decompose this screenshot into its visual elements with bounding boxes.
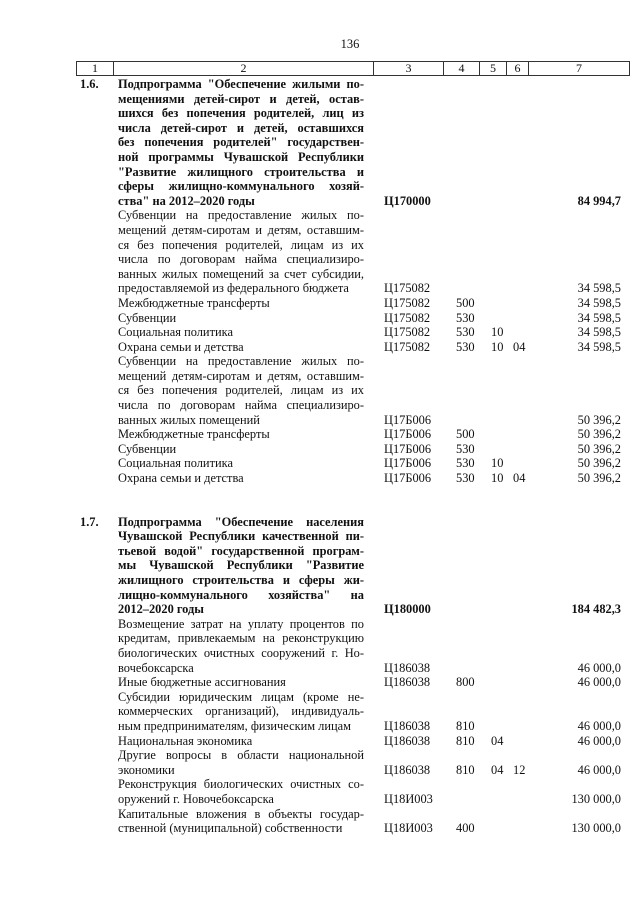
item-description — [118, 515, 364, 617]
description-line: числа по договорам найма специализиро- — [118, 398, 364, 413]
description-line: оружений г. Новочебоксарска — [118, 791, 274, 806]
target-article-code: Ц17Б006 — [384, 471, 432, 486]
item-description — [118, 734, 364, 749]
table-row — [76, 442, 627, 457]
table-row — [76, 734, 627, 749]
amount: 46 000,0 — [577, 660, 621, 675]
amount: 50 396,2 — [577, 412, 621, 427]
description-line: вочебоксарска — [118, 660, 194, 675]
item-description — [118, 208, 364, 296]
description-line: Охрана семьи и детства — [118, 471, 244, 486]
amount: 46 000,0 — [577, 762, 621, 777]
section-code: 10 — [491, 456, 504, 471]
description-line: Подпрограмма "Обеспечение жилыми по- — [118, 77, 364, 91]
item-description — [118, 617, 364, 675]
expense-type-code: 500 — [456, 295, 475, 310]
expense-type-code: 530 — [456, 325, 475, 340]
description-line: ным предпринимателям, физическим лицам — [118, 718, 351, 733]
expense-type-code: 800 — [456, 675, 475, 690]
description-line: жилищного строительства и сферы жи- — [118, 573, 364, 587]
target-article-code: Ц175082 — [384, 310, 431, 325]
target-article-code: Ц186038 — [384, 762, 431, 777]
target-article-code: Ц180000 — [384, 602, 431, 617]
amount: 34 598,5 — [577, 281, 621, 296]
amount: 184 482,3 — [571, 602, 621, 617]
amount: 50 396,2 — [577, 441, 621, 456]
expense-type-code: 530 — [456, 471, 475, 486]
amount: 34 598,5 — [577, 310, 621, 325]
table-row — [76, 471, 627, 486]
table-row — [76, 311, 627, 326]
amount: 46 000,0 — [577, 733, 621, 748]
description-line: Субвенции на предоставление жилых по- — [118, 208, 364, 223]
target-article-code: Ц186038 — [384, 733, 431, 748]
header-col-5: 5 — [480, 62, 507, 75]
description-line: Национальная экономика — [118, 733, 253, 748]
item-description — [118, 311, 364, 326]
description-line: Субвенции на предоставление жилых по- — [118, 354, 364, 369]
description-line: Капитальные вложения в объекты государ- — [118, 806, 364, 821]
item-description — [118, 296, 364, 311]
section-code: 10 — [491, 471, 504, 486]
table-row — [76, 354, 627, 427]
section-spacer — [76, 486, 627, 515]
target-article-code: Ц175082 — [384, 339, 431, 354]
target-article-code: Ц18И003 — [384, 821, 433, 836]
expense-type-code: 400 — [456, 821, 475, 836]
expense-type-code: 500 — [456, 427, 475, 442]
description-line: Межбюджетные трансферты — [118, 295, 270, 310]
amount: 34 598,5 — [577, 325, 621, 340]
table-row — [76, 777, 627, 806]
description-line: Субвенции — [118, 441, 177, 456]
description-line: Возмещение затрат на уплату процентов по — [118, 616, 364, 631]
table-row — [76, 617, 627, 675]
item-description — [118, 340, 364, 355]
description-line: ся без попечения родителей, лицам из их — [118, 237, 364, 252]
description-line: числа детей-сирот и детей, оставшихся — [118, 120, 364, 135]
amount: 84 994,7 — [577, 193, 621, 208]
expense-type-code: 810 — [456, 762, 475, 777]
description-line: ся без попечения родителей, лицам из их — [118, 383, 364, 398]
description-line: Реконструкция биологических очистных со- — [118, 777, 364, 792]
expense-type-code: 810 — [456, 718, 475, 733]
header-col-1: 1 — [77, 62, 114, 75]
item-description — [118, 777, 364, 806]
target-article-code: Ц17Б006 — [384, 441, 432, 456]
expense-type-code: 530 — [456, 441, 475, 456]
table-row — [76, 456, 627, 471]
target-article-code: Ц17Б006 — [384, 412, 432, 427]
amount: 130 000,0 — [571, 821, 621, 836]
description-line: Охрана семьи и детства — [118, 339, 244, 354]
description-line: Субсидии юридическим лицам (кроме не- — [118, 689, 364, 704]
description-line: мы Чувашской Республики "Развитие — [118, 558, 364, 573]
table-row — [76, 340, 627, 355]
description-line: Социальная политика — [118, 456, 233, 471]
expense-type-code: 810 — [456, 733, 475, 748]
description-line: кредитам, привлекаемым на реконструкцию — [118, 631, 364, 646]
amount: 50 396,2 — [577, 471, 621, 486]
amount: 34 598,5 — [577, 339, 621, 354]
section-code: 04 — [491, 762, 504, 777]
description-line: ственной (муниципальной) собственности — [118, 821, 343, 836]
target-article-code: Ц186038 — [384, 660, 431, 675]
table-row — [76, 807, 627, 836]
target-article-code: Ц170000 — [384, 193, 431, 208]
item-description — [118, 325, 364, 340]
subsection-code: 04 — [513, 471, 526, 486]
description-line: Другие вопросы в области национальной — [118, 748, 364, 763]
amount: 46 000,0 — [577, 718, 621, 733]
expense-type-code: 530 — [456, 339, 475, 354]
amount: 50 396,2 — [577, 456, 621, 471]
section-code: 10 — [491, 339, 504, 354]
table-row — [76, 675, 627, 690]
expense-type-code: 530 — [456, 456, 475, 471]
table-row — [76, 427, 627, 442]
description-line: мещений детям-сиротам и детям, оставшим- — [118, 368, 364, 383]
item-description — [118, 77, 364, 208]
item-description — [118, 748, 364, 777]
description-line: Межбюджетные трансферты — [118, 427, 270, 442]
page-number: 136 — [340, 37, 360, 51]
item-description — [118, 427, 364, 442]
description-line: Подпрограмма "Обеспечение населения — [118, 514, 364, 529]
item-number: 1.6. — [80, 77, 99, 91]
header-col-7: 7 — [576, 61, 582, 75]
description-line: мещениями детей-сирот и детей, остав- — [118, 91, 364, 106]
table-row — [76, 690, 627, 734]
header-col-3: 3 — [374, 62, 444, 75]
header-col-6: 6 — [507, 62, 529, 75]
item-description — [118, 442, 364, 457]
amount: 50 396,2 — [577, 427, 621, 442]
subprogram-row — [76, 515, 627, 617]
description-line: "Развитие жилищного строительства и — [118, 164, 364, 179]
table-row — [76, 296, 627, 311]
amount: 34 598,5 — [577, 295, 621, 310]
budget-table-body — [76, 77, 627, 836]
description-line: шихся без попечения родителей, лиц из — [118, 106, 364, 121]
item-description — [118, 456, 364, 471]
amount: 130 000,0 — [571, 791, 621, 806]
description-line: ства" на 2012–2020 годы — [118, 193, 255, 208]
item-description — [118, 690, 364, 734]
description-line: Социальная политика — [118, 325, 233, 340]
description-line: мещений детям-сиротам и детям, оставшим- — [118, 222, 364, 237]
description-line: ной программы Чувашской Республики — [118, 149, 364, 164]
description-line: тьевой водой" государственной програм- — [118, 543, 364, 558]
description-line: без попечения родителей" государствен- — [118, 135, 364, 150]
item-description — [118, 354, 364, 427]
section-code: 04 — [491, 733, 504, 748]
expense-type-code: 530 — [456, 310, 475, 325]
table-header — [76, 61, 630, 76]
description-line: числа по договорам найма специализиро- — [118, 252, 364, 267]
description-line: Субвенции — [118, 310, 177, 325]
target-article-code: Ц175082 — [384, 295, 431, 310]
description-line: ванных жилых помещений — [118, 412, 260, 427]
header-col-4: 4 — [444, 62, 480, 75]
section-code: 10 — [491, 325, 504, 340]
subsection-code: 12 — [513, 762, 526, 777]
item-description — [118, 675, 364, 690]
item-description — [118, 807, 364, 836]
item-number: 1.7. — [80, 514, 99, 529]
description-line: экономики — [118, 762, 175, 777]
item-description — [118, 471, 364, 486]
amount: 46 000,0 — [577, 675, 621, 690]
subsection-code: 04 — [513, 339, 526, 354]
description-line: предоставляемой из федерального бюджета — [118, 281, 349, 296]
target-article-code: Ц186038 — [384, 718, 431, 733]
description-line: Иные бюджетные ассигнования — [118, 675, 286, 690]
description-line: сферы жилищно-коммунального хозяй- — [118, 179, 364, 194]
target-article-code: Ц17Б006 — [384, 427, 432, 442]
description-line: коммерческих организаций), индивидуаль- — [118, 704, 364, 719]
description-line: ванных жилых помещений за счет субсидии, — [118, 266, 364, 281]
table-row — [76, 208, 627, 296]
subprogram-row — [76, 77, 627, 208]
description-line: биологических очистных сооружений г. Но- — [118, 645, 364, 660]
description-line: лищно-коммунального хозяйства" на — [118, 587, 364, 602]
header-col-2: 2 — [114, 62, 374, 75]
table-row — [76, 325, 627, 340]
description-line: 2012–2020 годы — [118, 602, 204, 617]
target-article-code: Ц186038 — [384, 675, 431, 690]
description-line: Чувашской Республики качественной пи- — [118, 529, 364, 544]
target-article-code: Ц175082 — [384, 281, 431, 296]
target-article-code: Ц175082 — [384, 325, 431, 340]
target-article-code: Ц17Б006 — [384, 456, 432, 471]
table-row — [76, 748, 627, 777]
target-article-code: Ц18И003 — [384, 791, 433, 806]
